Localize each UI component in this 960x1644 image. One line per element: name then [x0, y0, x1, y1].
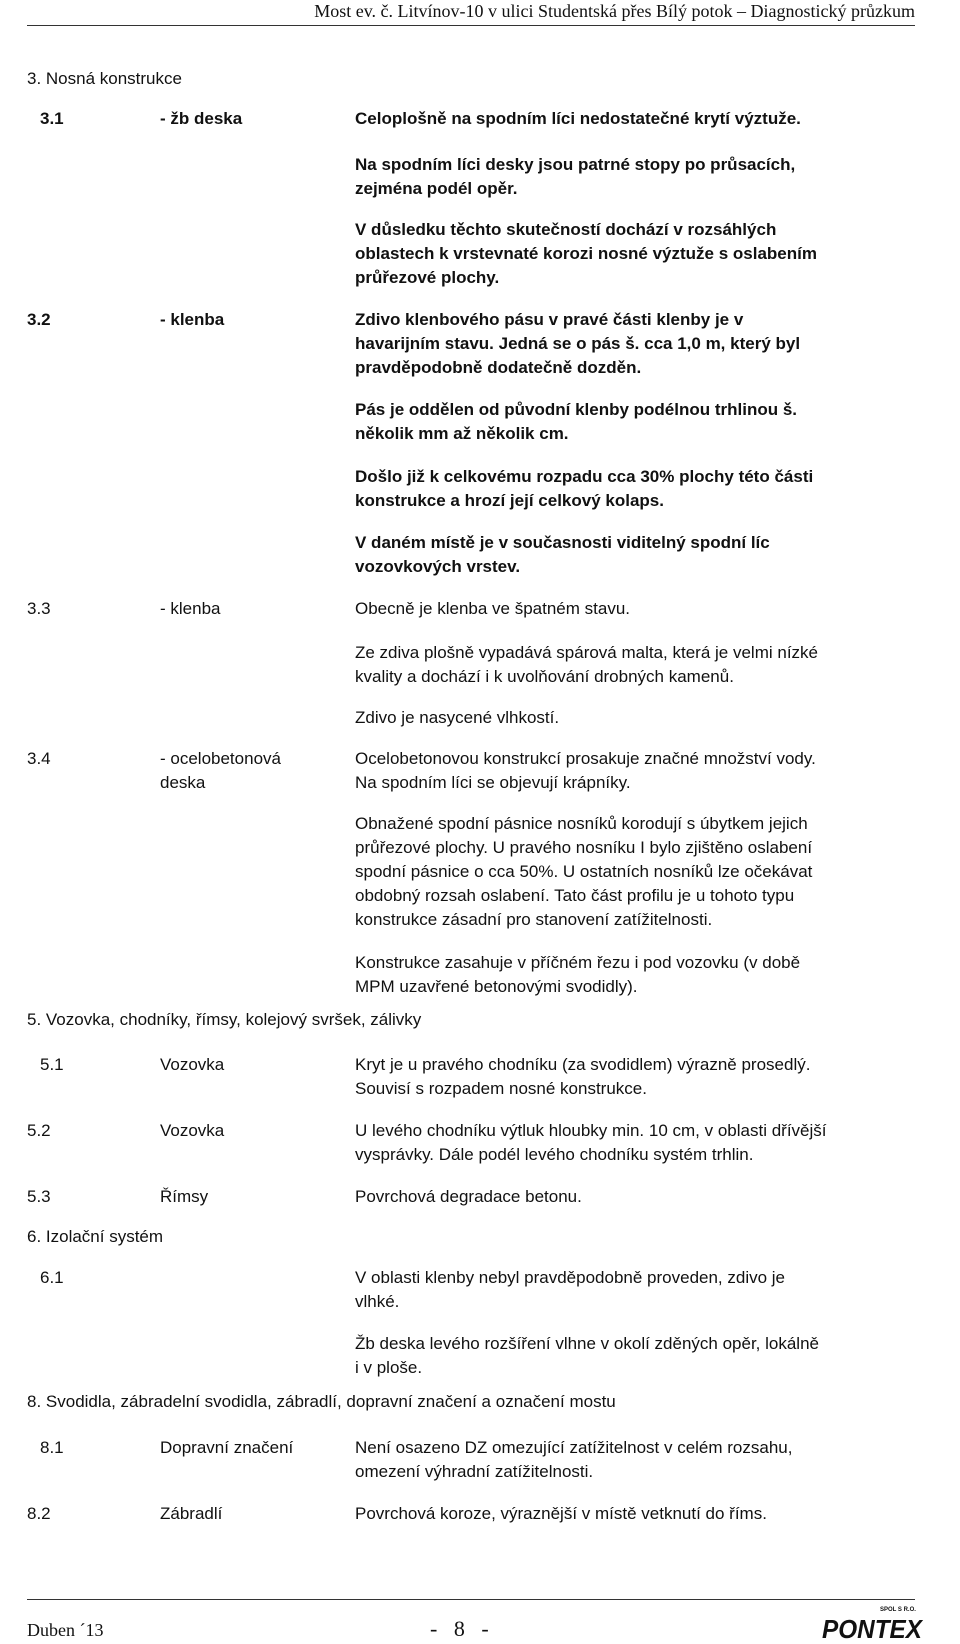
item-3-2-number: 3.2	[27, 310, 51, 329]
line: několik mm až několik cm.	[355, 424, 569, 443]
page-number: - 8 -	[430, 1616, 489, 1641]
line: V oblasti klenby nebyl pravděpodobně proveden, zdivo je	[355, 1268, 786, 1287]
item-5-3-number: 5.3	[27, 1187, 51, 1206]
item-6-1-text-2	[355, 1332, 925, 1380]
line: Ze zdiva plošně vypadává spárová malta, která je velmi nízké	[355, 643, 819, 662]
footer-date: Duben ´13	[27, 1620, 104, 1640]
line: vozovkových vrstev.	[355, 557, 521, 576]
line: průřezové plochy.	[355, 268, 500, 287]
item-5-1-number: 5.1	[40, 1055, 64, 1074]
line: vysprávky. Dále podél levého chodníku systém trhlin.	[355, 1145, 754, 1164]
logo-small-text: SPOL S R.O.	[880, 1607, 916, 1613]
line: Konstrukce zasahuje v příčném řezu i pod vozovku (v době	[355, 953, 801, 972]
item-3-2-text-2	[355, 398, 925, 446]
line: Na spodním líci desky jsou patrné stopy po průsacích,	[355, 155, 796, 174]
line: Na spodním líci se objevují krápníky.	[355, 773, 631, 792]
footer-rule	[27, 1599, 915, 1600]
line: Zdivo je nasycené vlhkostí.	[355, 708, 560, 727]
item-3-3-text-1	[355, 597, 925, 621]
line: havarijním stavu. Jedná se o pás š. cca 1,0 m, který byl	[355, 334, 801, 353]
line: zejména podél opěr.	[355, 179, 518, 198]
item-3-2-text-4	[355, 531, 925, 579]
line: Obnažené spodní pásnice nosníků korodují s úbytkem jejich	[355, 814, 808, 833]
item-5-2-text	[355, 1119, 925, 1167]
line: Povrchová degradace betonu.	[355, 1187, 582, 1206]
section-5-heading: 5. Vozovka, chodníky, římsy, kolejový svršek, zálivky	[27, 1010, 422, 1029]
item-3-2-label: - klenba	[160, 310, 225, 329]
line: Obecně je klenba ve špatném stavu.	[355, 599, 630, 618]
item-3-2-text-3	[355, 465, 925, 513]
item-5-1-label: Vozovka	[160, 1055, 225, 1074]
item-3-4-label-1: - ocelobetonová	[160, 749, 281, 768]
line: Zdivo klenbového pásu v pravé části klenby je v	[355, 310, 744, 329]
item-8-1-text	[355, 1436, 925, 1484]
line: spodní pásnice o cca 50%. U ostatních nosníků lze očekávat	[355, 862, 813, 881]
line: Žb deska levého rozšíření vlhne v okolí zděných opěr, lokálně	[355, 1334, 819, 1353]
item-3-1-text-1	[355, 107, 925, 131]
line: omezení výhradní zatížitelnosti.	[355, 1462, 594, 1481]
item-6-1-text-1	[355, 1266, 925, 1314]
line: Ocelobetonovou konstrukcí prosakuje značné množství vody.	[355, 749, 816, 768]
item-3-4-number: 3.4	[27, 749, 51, 768]
line: průřezové plochy. U pravého nosníku I bylo zjištěno oslabení	[355, 838, 813, 857]
item-3-1-text-2	[355, 153, 925, 201]
item-8-1-label: Dopravní značení	[160, 1438, 294, 1457]
line: vlhké.	[355, 1292, 400, 1311]
item-8-2-text	[355, 1502, 925, 1526]
line: MPM uzavřené betonovými svodidly).	[355, 977, 638, 996]
item-8-2-label: Zábradlí	[160, 1504, 223, 1523]
item-3-1-text-3	[355, 218, 925, 290]
pontex-logo	[818, 1602, 928, 1644]
item-3-4-label-2: deska	[160, 773, 206, 792]
item-3-4-text-3	[355, 951, 925, 999]
page-header: Most ev. č. Litvínov-10 v ulici Studentská přes Bílý potok – Diagnostický průzkum	[314, 1, 915, 21]
item-3-4-text-2	[355, 812, 925, 932]
line: Povrchová koroze, výraznější v místě vetknutí do říms.	[355, 1504, 767, 1523]
line: U levého chodníku výtluk hloubky min. 10 cm, v oblasti dřívější	[355, 1121, 827, 1140]
line: Kryt je u pravého chodníku (za svodidlem) výrazně prosedlý.	[355, 1055, 811, 1074]
line: i v ploše.	[355, 1358, 423, 1377]
line: obdobný rozsah oslabení. Tato část profilu je u tohoto typu	[355, 886, 795, 905]
line: Celoplošně na spodním líci nedostatečné krytí výztuže.	[355, 109, 801, 128]
item-5-2-number: 5.2	[27, 1121, 51, 1140]
line: Došlo již k celkovému rozpadu cca 30% plochy této části	[355, 467, 814, 486]
line: Pás je oddělen od původní klenby podélnou trhlinou š.	[355, 400, 798, 419]
line: Souvisí s rozpadem nosné konstrukce.	[355, 1079, 647, 1098]
line: V důsledku těchto skutečností dochází v rozsáhlých	[355, 220, 777, 239]
item-5-2-label: Vozovka	[160, 1121, 225, 1140]
item-3-3-text-3	[355, 706, 925, 730]
item-3-1-label: - žb deska	[160, 109, 243, 128]
item-5-1-text	[355, 1053, 925, 1101]
item-3-1-number: 3.1	[40, 109, 64, 128]
header-rule	[27, 25, 915, 26]
item-3-2-text-1	[355, 308, 925, 380]
line: konstrukce zásadní pro stanovení zatížitelnosti.	[355, 910, 713, 929]
item-8-1-number: 8.1	[40, 1438, 64, 1457]
line: kvality a dochází i k uvolňování drobných kamenů.	[355, 667, 734, 686]
item-6-1-number: 6.1	[40, 1268, 64, 1287]
item-8-2-number: 8.2	[27, 1504, 51, 1523]
line: oblastech k vrstevnaté korozi nosné výztuže s oslabením	[355, 244, 817, 263]
item-3-3-text-2	[355, 641, 925, 689]
line: V daném místě je v současnosti viditelný spodní líc	[355, 533, 770, 552]
item-5-3-text	[355, 1185, 925, 1209]
section-6-heading: 6. Izolační systém	[27, 1227, 164, 1246]
line: pravděpodobně dodatečně dozděn.	[355, 358, 642, 377]
line: konstrukce a hrozí její celkový kolaps.	[355, 491, 664, 510]
item-3-3-number: 3.3	[27, 599, 51, 618]
section-3-heading: 3. Nosná konstrukce	[27, 69, 182, 88]
line: Není osazeno DZ omezující zatížitelnost v celém rozsahu,	[355, 1438, 793, 1457]
logo-text: PONTEX	[822, 1614, 924, 1644]
section-8-heading: 8. Svodidla, zábradelní svodidla, zábradlí, dopravní značení a označení mostu	[27, 1392, 616, 1411]
item-3-4-text-1	[355, 747, 925, 795]
item-3-3-label: - klenba	[160, 599, 221, 618]
item-5-3-label: Římsy	[160, 1187, 209, 1206]
